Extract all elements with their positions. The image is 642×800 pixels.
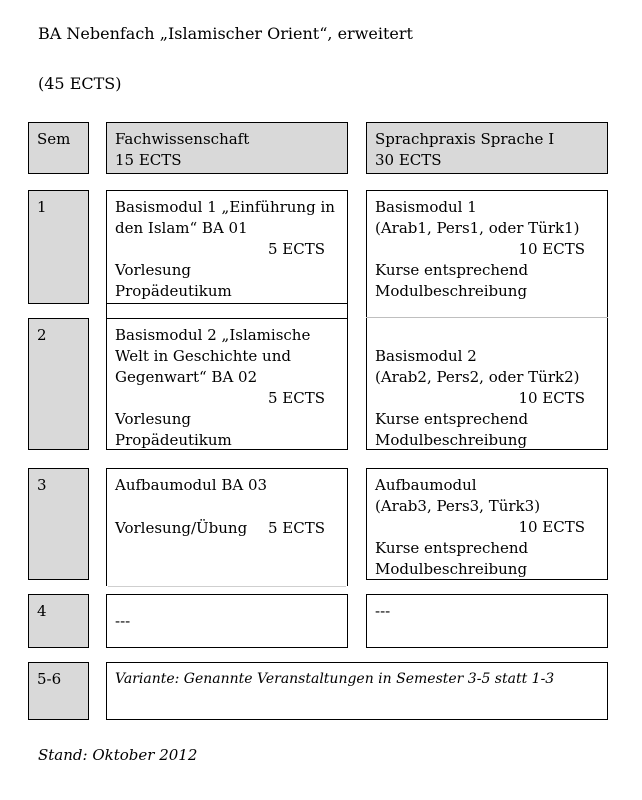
fach-module-2-type1: Vorlesung: [115, 410, 191, 428]
fach-module-1: [107, 191, 347, 308]
sprach-sem-4-placeholder: ---: [375, 602, 391, 620]
sprach-module-3-line2: (Arab3, Pers3, Türk3): [375, 497, 541, 515]
sprach-module-1-ects: 10 ECTS: [518, 240, 585, 258]
sprach-module-3-line1: Aufbaumodul: [375, 476, 477, 494]
fach-module-1-type2: Propädeutikum: [115, 282, 232, 300]
sprach-module-1-line2: (Arab1, Pers1, oder Türk1): [375, 219, 580, 237]
divider-line: [366, 317, 608, 318]
fach-module-1-ects: 5 ECTS: [267, 240, 325, 258]
document-footer-date: Stand: Oktober 2012: [38, 746, 198, 764]
fach-module-2-line3: Gegenwart“ BA 02: [115, 368, 258, 386]
document-subtitle: (45 ECTS): [38, 74, 122, 93]
fach-block-sem-1-2: [106, 190, 348, 450]
fach-module-3-type-row: [115, 518, 339, 539]
fach-module-2: [107, 319, 347, 457]
sprach-module-3-desc1: Kurse entsprechend: [375, 539, 529, 557]
sprach-module-1-line1: Basismodul 1: [375, 198, 477, 216]
fach-module-3-type: Vorlesung/Übung: [115, 519, 248, 537]
fach-module-1-line2: den Islam“ BA 01: [115, 219, 248, 237]
sprach-block-sem-1-2: [366, 190, 608, 450]
sem-number: 4: [37, 602, 47, 620]
sem-number: 2: [37, 326, 47, 344]
sem-5-6-note: Variante: Genannte Veranstaltungen in Semester 3-5 statt 1-3: [115, 671, 555, 687]
fach-sem-4-cell: [106, 594, 348, 648]
sem-5-6-note-cell: [106, 662, 608, 720]
fach-module-3: [106, 468, 348, 586]
fach-module-2-line2: Welt in Geschichte und: [115, 347, 291, 365]
sprach-module-2-line2: (Arab2, Pers2, oder Türk2): [375, 368, 580, 386]
header-sem-cell: [28, 122, 89, 174]
fach-module-1-line1: Basismodul 1 „Einführung in: [115, 198, 335, 216]
sprach-module-1-desc2: Modulbeschreibung: [375, 282, 528, 300]
sem-cell-2: [28, 318, 89, 450]
sprach-module-2-line1: Basismodul 2: [375, 347, 477, 365]
header-fachwissenschaft-title: Fachwissenschaft: [115, 130, 250, 148]
sem-number: 1: [37, 198, 47, 216]
fach-module-2-type2: Propädeutikum: [115, 431, 232, 449]
sprach-module-1: [367, 191, 607, 308]
fach-module-2-ects: 5 ECTS: [267, 389, 325, 407]
sprach-module-3-ects: 10 ECTS: [518, 518, 585, 536]
sprach-module-2-desc1: Kurse entsprechend: [375, 410, 529, 428]
sem-cell-1: [28, 190, 89, 304]
sem-cell-4: [28, 594, 89, 648]
sprach-module-2: [367, 340, 607, 457]
header-fachwissenschaft-cell: [106, 122, 348, 174]
header-sprachpraxis-cell: [366, 122, 608, 174]
sem-cell-3: [28, 468, 89, 580]
divider-line: [106, 303, 348, 304]
sprach-sem-4-cell: [366, 594, 608, 648]
header-sprachpraxis-ects: 30 ECTS: [375, 151, 442, 169]
header-sprachpraxis-title: Sprachpraxis Sprache I: [375, 130, 555, 148]
sprach-module-2-desc2: Modulbeschreibung: [375, 431, 528, 449]
fach-module-1-type1: Vorlesung: [115, 261, 191, 279]
sem-cell-5-6: [28, 662, 89, 720]
fach-module-2-line1: Basismodul 2 „Islamische: [115, 326, 311, 344]
header-sem-label: Sem: [37, 130, 71, 148]
sprach-module-3-desc2: Modulbeschreibung: [375, 560, 528, 578]
divider-line: [108, 586, 346, 587]
header-fachwissenschaft-ects: 15 ECTS: [115, 151, 182, 169]
fach-module-3-line1: Aufbaumodul BA 03: [115, 476, 268, 494]
document-title: BA Nebenfach „Islamischer Orient“, erweitert: [38, 24, 413, 43]
fach-module-3-ects: 5 ECTS: [267, 519, 325, 537]
sem-number: 3: [37, 476, 47, 494]
sprach-module-3: [366, 468, 608, 580]
fach-sem-4-placeholder: ---: [115, 612, 131, 630]
sprach-module-1-desc1: Kurse entsprechend: [375, 261, 529, 279]
sem-number: 5-6: [37, 670, 62, 688]
sprach-module-2-ects: 10 ECTS: [518, 389, 585, 407]
